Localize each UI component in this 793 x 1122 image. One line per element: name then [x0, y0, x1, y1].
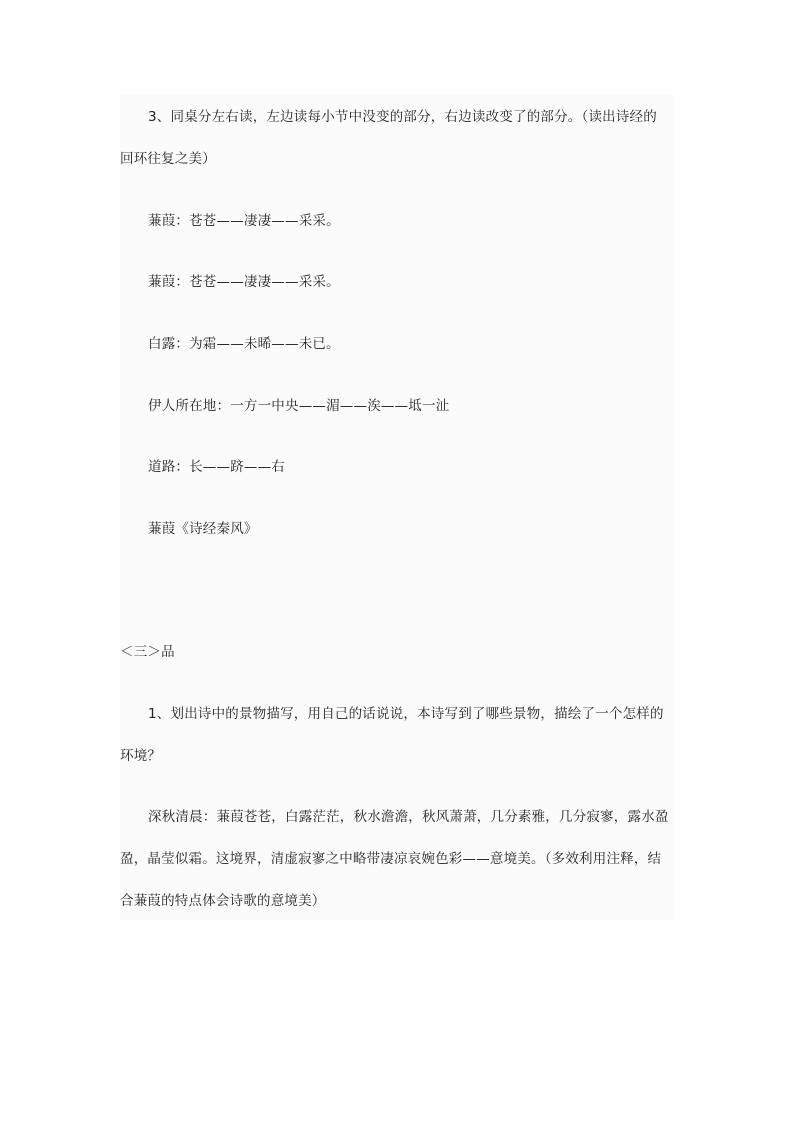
- jianjia-line-1: 蒹葭：苍苍——凄凄——采采。: [148, 213, 340, 229]
- question-1-line-1: 1、划出诗中的景物描写，用自己的话说说，本诗写到了哪些景物，描绘了一个怎样的: [148, 706, 664, 722]
- question-1-line-2: 环境？: [120, 748, 162, 764]
- poem-title-line: 蒹葭《诗经秦风》: [148, 521, 258, 537]
- road-line: 道路：长——跻——右: [148, 459, 285, 475]
- section-heading: ＜三＞品: [120, 644, 175, 660]
- jianjia-line-2: 蒹葭：苍苍——凄凄——采采。: [148, 274, 340, 290]
- paragraph-3-line-1: 3、同桌分左右读，左边读每小节中没变的部分，右边读改变了的部分。（读出诗经的: [148, 109, 657, 125]
- location-line: 伊人所在地：一方一中央——湄——涘——坻一沚: [148, 398, 450, 414]
- answer-line-3: 合蒹葭的特点体会诗歌的意境美）: [120, 893, 326, 909]
- paragraph-3-line-2: 回环往复之美）: [120, 151, 216, 167]
- answer-line-2: 盈，晶莹似霜。这境界，清虚寂寥之中略带凄凉哀婉色彩——意境美。（多效利用注释，结: [120, 851, 662, 867]
- answer-line-1: 深秋清晨：蒹葭苍苍，白露茫茫，秋水澹澹，秋风萧萧，几分素雅，几分寂寥，露水盈: [148, 809, 669, 825]
- bailu-line: 白露：为霜——未晞——未已。: [148, 336, 340, 352]
